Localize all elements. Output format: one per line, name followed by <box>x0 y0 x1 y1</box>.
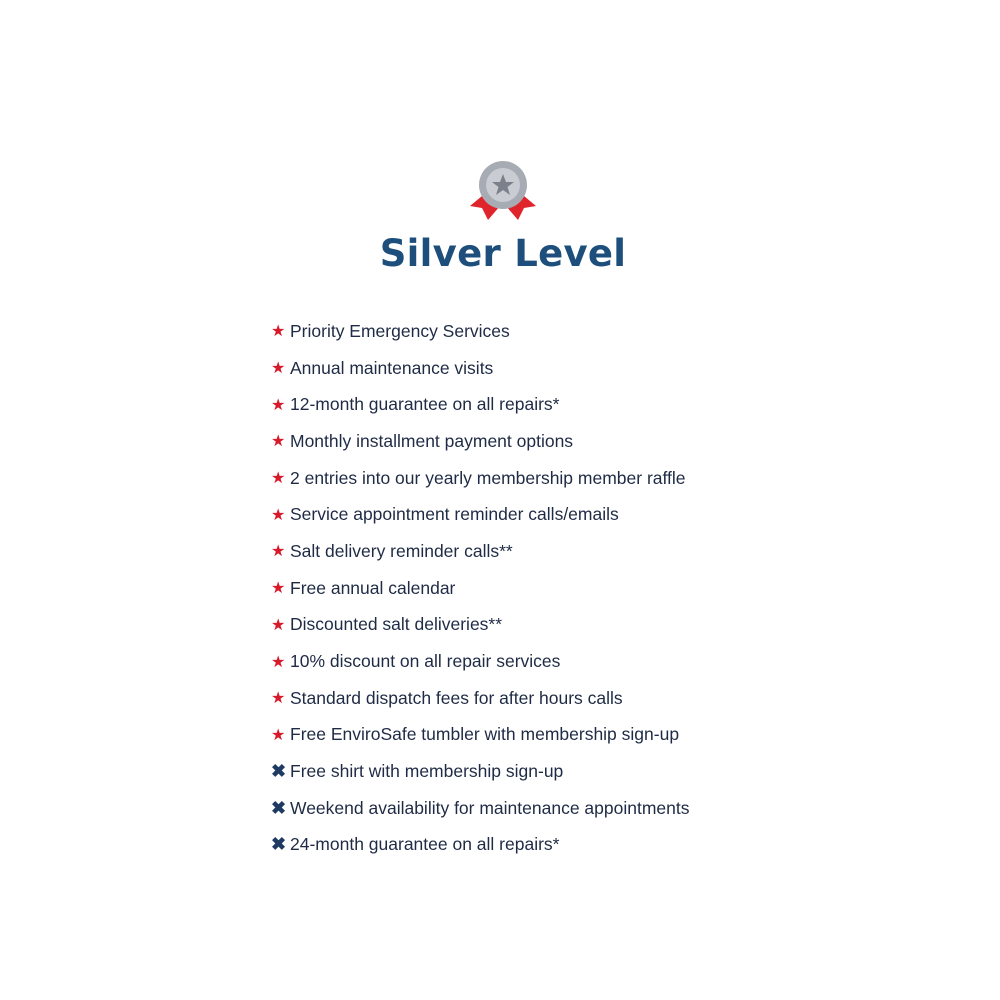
star-icon: ★ <box>271 323 286 341</box>
list-item <box>271 460 690 497</box>
list-item-text: Weekend availability for maintenance appointments <box>290 797 690 818</box>
list-item <box>271 607 690 644</box>
list-item <box>271 570 690 607</box>
list-item <box>271 313 690 350</box>
list-item-text: Salt delivery reminder calls** <box>290 540 513 561</box>
list-item-text: 10% discount on all repair services <box>290 651 561 672</box>
list-item-text: Annual maintenance visits <box>290 357 494 378</box>
star-icon: ★ <box>271 726 286 744</box>
list-item <box>271 533 690 570</box>
star-icon: ★ <box>271 690 286 708</box>
list-item <box>271 496 690 533</box>
list-item <box>271 423 690 460</box>
list-item-text: Standard dispatch fees for after hours calls <box>290 687 623 708</box>
benefits-list <box>271 313 690 863</box>
medal-icon <box>468 160 538 226</box>
list-item-text: Priority Emergency Services <box>290 320 510 341</box>
page-title: Silver Level <box>379 232 627 275</box>
list-item-text: Monthly installment payment options <box>290 430 574 451</box>
x-icon: ✖ <box>271 834 287 855</box>
star-icon: ★ <box>271 470 286 488</box>
star-icon: ★ <box>271 580 286 598</box>
list-item-text: Free annual calendar <box>290 577 456 598</box>
star-icon: ★ <box>271 433 286 451</box>
list-item-text: 24-month guarantee on all repairs* <box>290 834 560 855</box>
list-item <box>271 827 690 864</box>
list-item-text: Service appointment reminder calls/emails <box>290 504 619 525</box>
list-item-text: 2 entries into our yearly membership member raffle <box>290 467 686 488</box>
star-icon: ★ <box>271 360 286 378</box>
star-icon: ★ <box>271 506 286 524</box>
list-item-text: Discounted salt deliveries** <box>290 614 503 635</box>
list-item-text: 12-month guarantee on all repairs* <box>290 394 560 415</box>
star-icon: ★ <box>271 653 286 671</box>
star-icon: ★ <box>271 543 286 561</box>
list-item-text: Free shirt with membership sign-up <box>290 761 564 782</box>
star-icon: ★ <box>271 616 286 634</box>
list-item <box>271 753 690 790</box>
list-item <box>271 643 690 680</box>
list-item <box>271 790 690 827</box>
star-icon: ★ <box>271 396 286 414</box>
list-item <box>271 717 690 754</box>
x-icon: ✖ <box>271 761 287 782</box>
list-item-text: Free EnviroSafe tumbler with membership sign-up <box>290 724 680 745</box>
list-item <box>271 386 690 423</box>
x-icon: ✖ <box>271 797 287 818</box>
list-item <box>271 680 690 717</box>
list-item <box>271 350 690 387</box>
